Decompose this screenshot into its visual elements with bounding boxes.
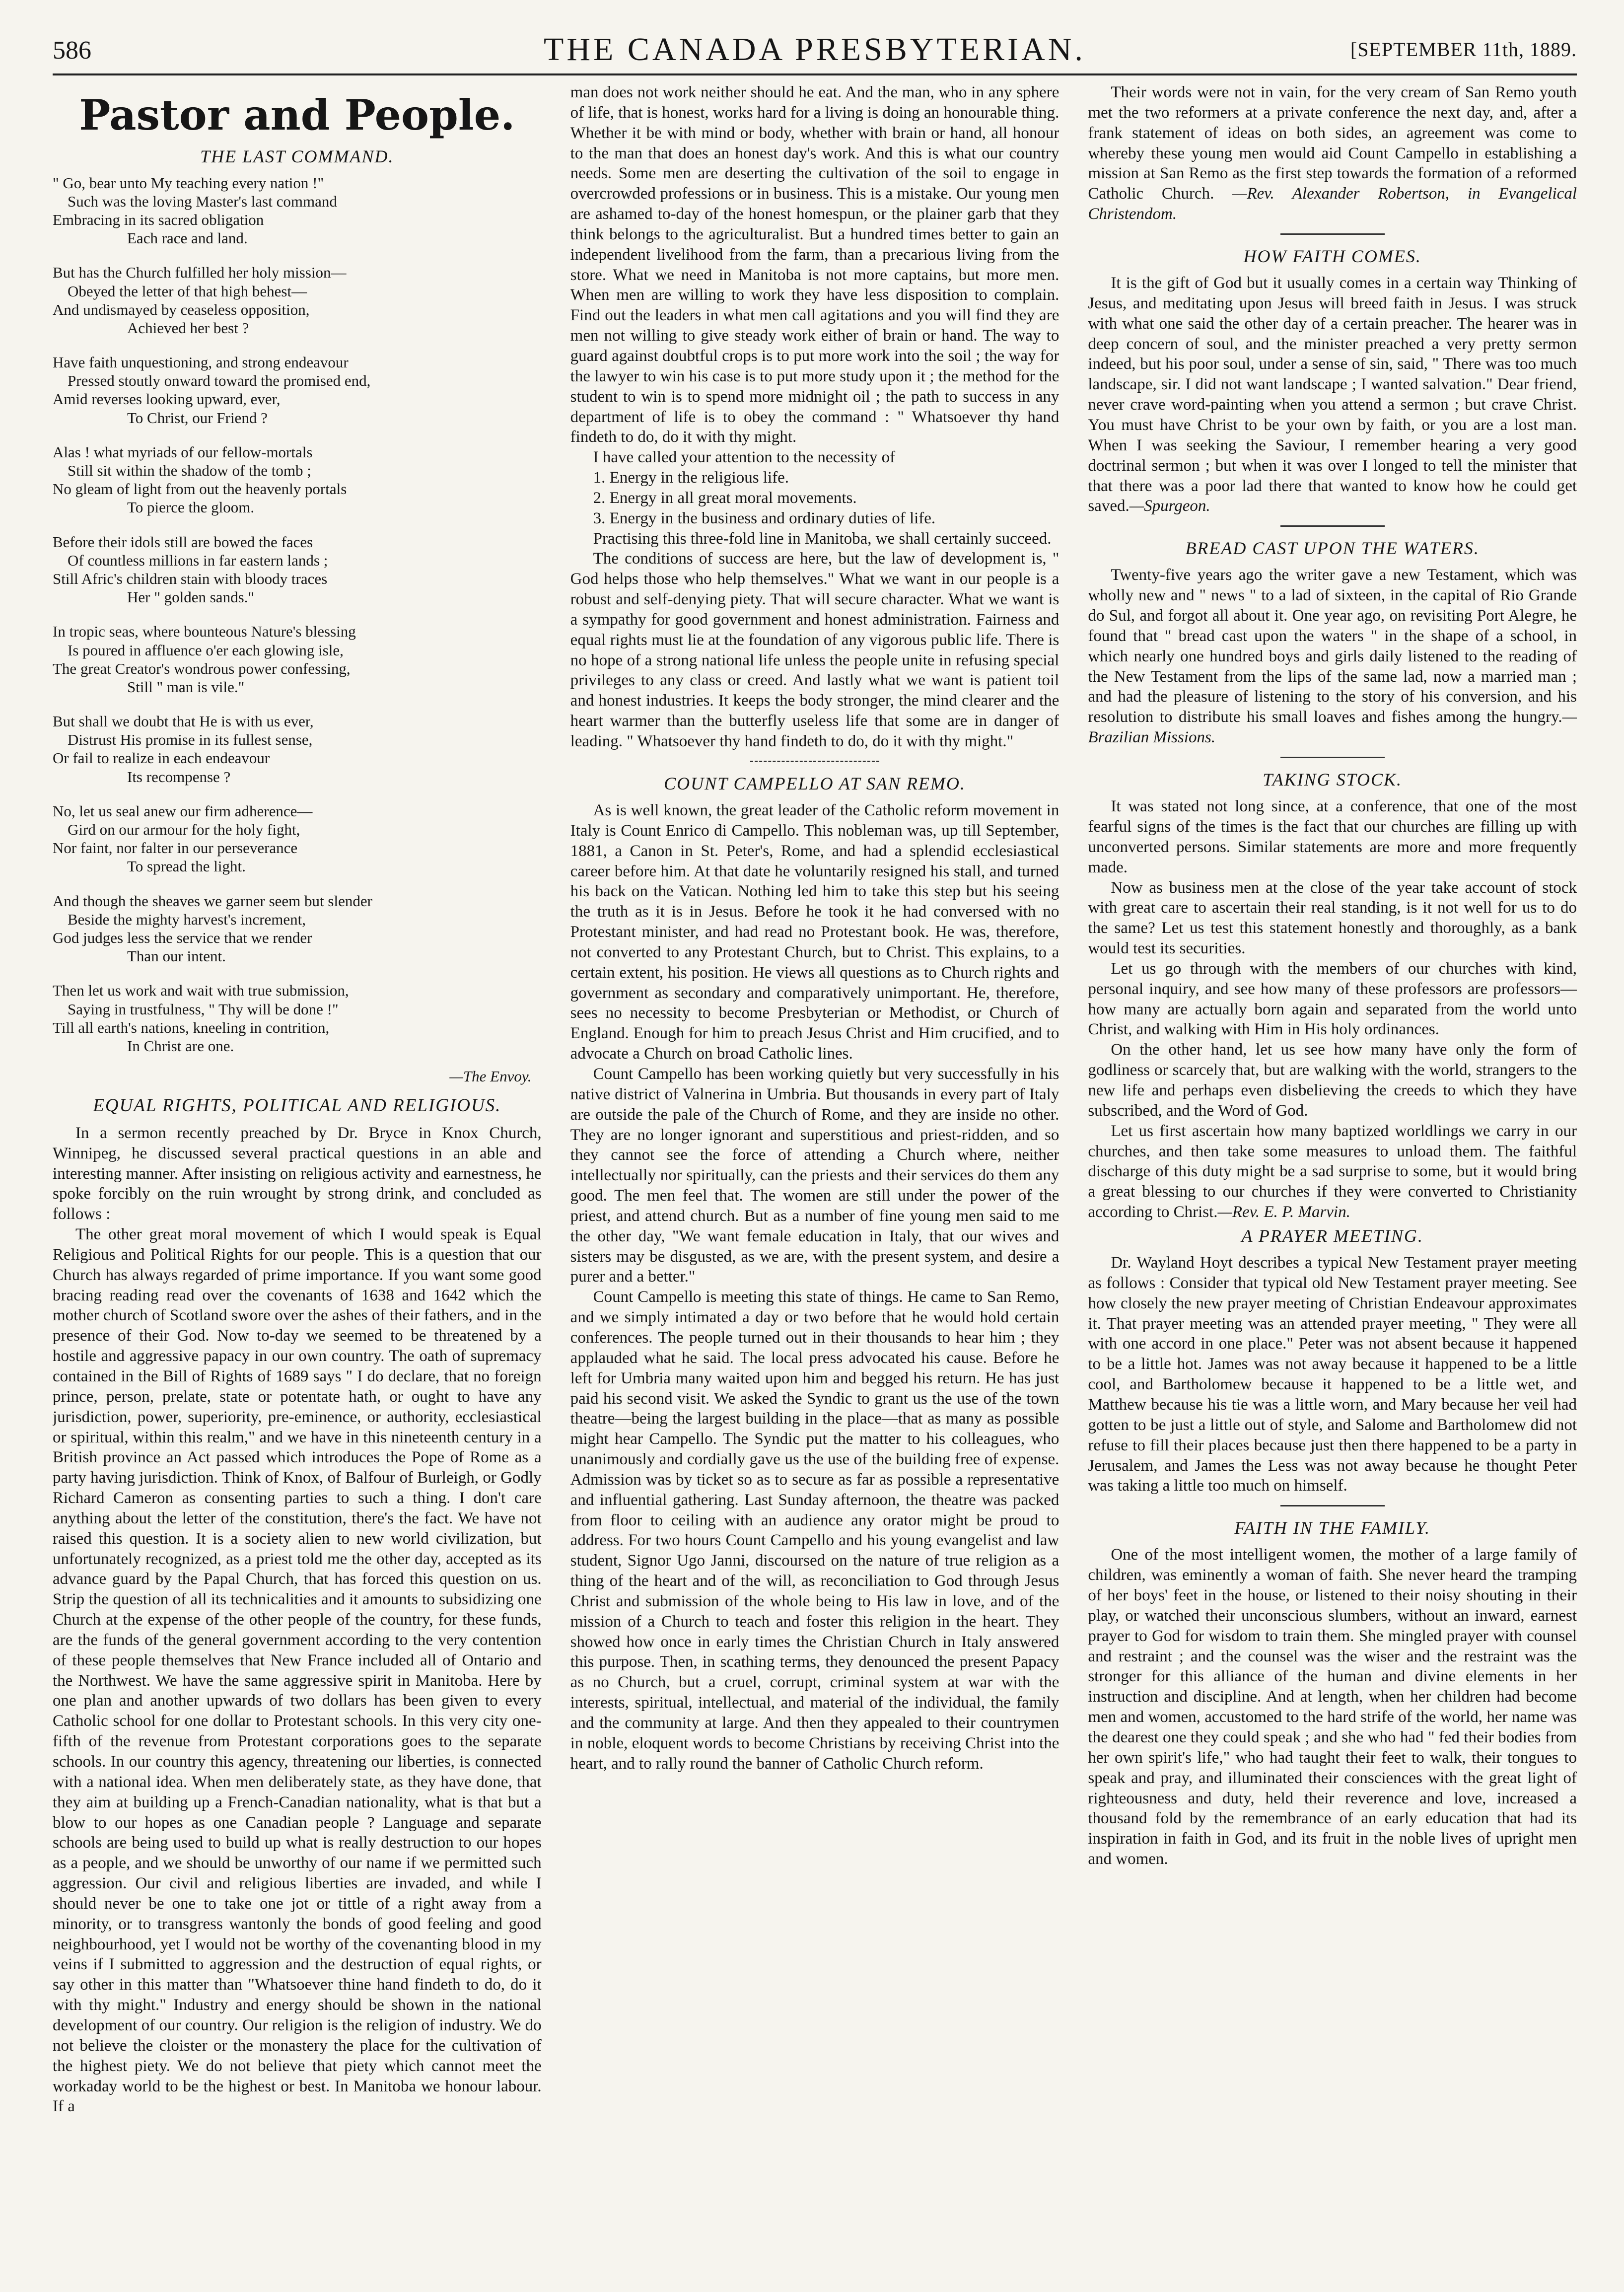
poem-line: In tropic seas, where bounteous Nature's blessing bbox=[53, 623, 356, 641]
list-item: 3. Energy in the business and ordinary duties of life. bbox=[593, 509, 936, 527]
paragraph: One of the most intelligent women, the mother of a large family of children, was eminently a woman of faith. She never heard the tramping of her boys' feet in the house, or listened to their noisy shouting in their play, or watched their unconscious slumbers, without an inward, earnest prayer to God for wisdom to train them. She mingled prayer with counsel and restraint ; and the counsel was the wiser and the restraint was the stronger for this alliance of the human and divine elements in her instruction and discipline. And at length, when her children had become men and women, accustomed to the hard strife of the world, her name was the dearest one they could speak ; and she who had " fed their bodies from her own spirit's life," who had taught their feet to walk, their tongues to speak and pray, and illuminated their consciences with the great light of righteousness and duty, held their reverence and love, increased a thousand fold by the remembrance of an early education that had its inspiration in faith in God, and its fruit in the noble lives of upright men and women. bbox=[1088, 1546, 1577, 1868]
source-attribution: —Rev. E. P. Marvin. bbox=[1217, 1203, 1350, 1221]
paragraph: I have called your attention to the necessity of bbox=[593, 448, 896, 467]
poem-stanza bbox=[53, 802, 542, 876]
section-divider bbox=[750, 761, 879, 762]
poem-line: Have faith unquestioning, and strong endeavour bbox=[53, 354, 349, 371]
paragraph: Count Campello is meeting this state of things. He came to San Remo, and we simply intimated a day or two before that he would hold certain conferences. The people turned out in their thousands to hear him ; they applauded what he said. The local press advocated his cause. Before he left for Umbria many waited upon him and begged his return. He has just paid his second visit. We asked the Syndic to grant us the use of the town theatre—being the largest building in the place—that as many as possible might hear Campello. The Syndic put the matter to his colleagues, who unanimously and cordially gave us the use of the building free of expense. Admission was by ticket so as to secure as far as possible a representative and influential gathering. Last Sunday afternoon, the theatre was packed from floor to ceiling with an audience any orator might be proud to address. For two hours Count Campello and his young evangelist and law student, Signor Ugo Janni, discoursed on the nature of true religion as a thing of the heart and of the will, as reconciliation to God through Jesus Christ and submission of the whole being to His law in love, and of the mission of a Church to teach and foster this religion in the heart. They showed how once in early times the Christian Church in Italy answered this purpose. Then, in scathing terms, they denounced the present Papacy as no Church, but a cruel, corrupt, criminal system at war with the interests, spiritual, intellectual, and material of the individual, the family and the community at large. And then they appealed to their countrymen in noble, eloquent words to become Christians by receiving Christ into the heart, and to rally round the banner of Catholic Church reform. bbox=[570, 1288, 1059, 1773]
poem-stanza bbox=[53, 892, 542, 966]
poem-line: Than our intent. bbox=[127, 947, 226, 965]
paragraph bbox=[1088, 82, 1577, 224]
poem-stanza bbox=[53, 622, 542, 696]
paragraph bbox=[1088, 1121, 1577, 1222]
poem-line: And though the sheaves we garner seem but slender bbox=[53, 892, 372, 910]
paragraph: Count Campello has been working quietly but very successfully in his native district of Valnerina in Umbria. But thousands in every part of Italy are outside the pale of the Church of Rome, and they are inside no other. They are no longer ignorant and superstitious and priest-ridden, and so they cannot see the force of attending a Church where, neither intellectually nor spiritually, can the priests and their services do them any good. The men feel that. The women are still under the power of the priest, and attend church. But as a number of fine young men said to me the other day, "We want female education in Italy, that our wives and sisters may be disgusted, as we are, with the present system, and desire a purer and a better." bbox=[570, 1065, 1059, 1286]
paragraph: The other great moral movement of which I would speak is Equal Religious and Political Rights for our people. This is a question that our Church has always regarded of prime importance. If you want some good bracing reading read over the covenants of 1638 and 1642 which the mother church of Scotland swore over the ashes of their fathers, and in the presence of their God. Now to-day we seemed to be threatened by a hostile and aggressive papacy in our own country. The oath of supremacy contained in the Bill of Rights of 1689 says " I do declare, that no foreign prince, person, prelate, state or potentate hath, or ought to have any jurisdiction, power, superiority, pre-eminence, or authority, ecclesiastical or spiritual, within this realm," and we have in this nineteenth century in a British province an Act passed which introduces the Pope of Rome as a party having jurisdiction. Think of Knox, of Balfour of Burleigh, or Godly Richard Cameron as consenting parties to such a thing. I don't care anything about the letter of the constitution, there's the fact. We have not raised this question. It is a society alien to new world civilization, but unfortunately recognized, as a priest told me the other day, accepted as its advance guard by the Papal Church, that has forced this question on us. Strip the question of all its technicalities and it amounts to subsidizing one Church at the expense of the other people of the country, for these funds, are the funds of the general government according to the very contention of these people themselves that New France included all of Ontario and the Northwest. We have the same aggressive spirit in Manitoba. Here by one plan and another upwards of two dollars has been given to every Catholic school for one dollar to Protestant schools. In this very city one-fifth of the revenue from Protestant corporations goes to the separate schools. In our country this agency, threatening our liberties, is connected with a national idea. When men deliberately state, as they have done, that they aim at building up a French-Canadian nationality, what is that but a blow to our hopes as one Canadian people ? Language and separate schools are being used to build up what is really destruction to our hopes as a people, and we should be unworthy of our name if we permitted such aggression. Our civil and religious liberties are invaded, and while I should never be one to take one jot or tittle of a right away from a minority, or to transgress wantonly the bonds of good feeling and good neighbourhood, yet I would not be worthy of the covenanting blood in my veins if I submitted to aggression and the destruction of equal rights, or say other in this matter than "Whatsoever thine hand findeth to do, do it with thy might." Industry and energy should be shown in the national development of our country. Our religion is the religion of industry. We do not believe the cloister or the monastery the place for the cultivation of the highest piety. We do not believe that piety which cannot meet the workaday world to be the highest or best. In Manitoba we honour labour. If a bbox=[53, 1225, 542, 2116]
paragraph-text: Twenty-five years ago the writer gave a new Testament, which was wholly new and " news " to a lad of sixteen, in the capital of Rio Grande do Sul, and forgot all about it. One year ago, on revisiting Port Alegre, he found that " bread cast upon the waters " in the shape of a school, in which nearly one hundred boys and girls daily listened to the reading of the New Testament from the lips of the same lad, now a married man ; and had the pleasure of listening to the story of his conversion, and his resolution to distribute his small loaves and fishes among the hungry. bbox=[1088, 566, 1577, 726]
poem-line: Still " man is vile." bbox=[127, 678, 245, 696]
poem-stanza bbox=[53, 263, 542, 337]
poem-stanza bbox=[53, 981, 542, 1055]
poem-line: Embracing in its sacred obligation bbox=[53, 211, 264, 228]
paragraph: Dr. Wayland Hoyt describes a typical New Testament prayer meeting as follows : Consider that typical old New Testament prayer meeting. See how closely the new prayer meeting of Christian Endeavour approximates it. That prayer meeting was an attended prayer meeting, " They were all with one accord in one place." Peter was not absent because it happened to be a little hot. James was not away because it happened to be a little cool, and Bartholomew because it happened to be a little wet, and Matthew because his tie was a little worn, and Mary because her veil had gotten to be just a little out of style, and Salome and Bartholomew did not refuse to fill their places because just then there happened to be a party in Jerusalem, and James the Less was not away because he thought Peter was taking a little too much on himself. bbox=[1088, 1254, 1577, 1495]
poem-line: Obeyed the letter of that high behest— bbox=[68, 282, 307, 300]
poem-line: But shall we doubt that He is with us ever, bbox=[53, 713, 314, 730]
list-item: 1. Energy in the religious life. bbox=[593, 469, 789, 487]
article-title-equal-rights: EQUAL RIGHTS, POLITICAL AND RELIGIOUS. bbox=[93, 1095, 501, 1116]
list-item: 2. Energy in all great moral movements. bbox=[593, 489, 857, 507]
column-1 bbox=[53, 82, 542, 2277]
source-attribution: —Spurgeon. bbox=[1129, 497, 1210, 515]
paragraph: As is well known, the great leader of the Catholic reform movement in Italy is Count Enrico di Campello. This nobleman was, up till September, 1881, a Canon in St. Peter's, Rome, and had a splendid ecclesiastical career before him. At that date he voluntarily resigned his stall, and turned his back on the Vatican. Nothing led him to take this step but his seeing the truth as it is in Jesus. Before he took it he had conversed with no Protestant minister, and had read no Protestant book. He was, therefore, not converted to any Protestant Church, but to Christ. This explains, to a certain extent, his position. He views all questions as to Church rights and government as secondary and comparatively unimportant. He, therefore, sees no necessity to become Presbyterian or Methodist, or Church of England. Enough for him to preach Jesus Christ and Him crucified, and to advocate a Church on broad Catholic lines. bbox=[570, 801, 1059, 1063]
poem-line: And undismayed by ceaseless opposition, bbox=[53, 300, 310, 318]
source-attribution: —Rev. Alexander Robertson, in Evangelical Christendom. bbox=[1088, 185, 1577, 223]
poem-line: Pressed stoutly onward toward the promised end, bbox=[68, 372, 371, 390]
masthead-rule bbox=[53, 73, 1577, 75]
poem-line: Her " golden sands." bbox=[127, 588, 255, 606]
poem-line: Then let us work and wait with true submission, bbox=[53, 982, 349, 1000]
paragraph-text: Let us first ascertain how many baptized worldlings we carry in our churches, and then take some measures to unload them. The faithful discharge of this duty might be a sad surprise to some, but it would bring a great blessing to our churches if they were converted to Christianity according to Christ. bbox=[1088, 1122, 1577, 1221]
poem-line: To spread the light. bbox=[127, 858, 246, 875]
poem-stanza bbox=[53, 174, 542, 248]
paragraph: Practising this three-fold line in Manitoba, we shall certainly succeed. bbox=[593, 529, 1052, 548]
paragraph: It was stated not long since, at a conference, that one of the most fearful signs of the times is the fact that our churches are filling up with unconverted persons. Similar statements are more and more frequently made. bbox=[1088, 797, 1577, 876]
section-divider bbox=[1280, 1505, 1385, 1506]
source-attribution: —Brazilian Missions. bbox=[1088, 708, 1577, 747]
poem-line: Distrust His promise in its fullest sense, bbox=[68, 731, 313, 749]
poem-line: To pierce the gloom. bbox=[127, 499, 255, 516]
page-number: 586 bbox=[53, 36, 91, 65]
poem-stanza bbox=[53, 533, 542, 607]
article-title-how-faith-comes: HOW FAITH COMES. bbox=[1243, 246, 1421, 266]
poem-line: Of countless millions in far eastern lands ; bbox=[68, 551, 328, 569]
article-title-prayer-meeting: A PRAYER MEETING. bbox=[1241, 1225, 1423, 1246]
poem-line: No, let us seal anew our firm adherence— bbox=[53, 802, 313, 820]
paragraph-text: Their words were not in vain, for the very cream of San Remo youth met the two reformers at a private conference the next day, and, after a frank statement of ideas on both sides, an agreement was come to whereby these young men would aid Count Campello in establishing a mission at San Remo as the first step towards the formation of a reformed Catholic Church. bbox=[1088, 83, 1577, 203]
issue-date: [SEPTEMBER 11th, 1889. bbox=[1350, 38, 1577, 61]
poem-line: God judges less the service that we render bbox=[53, 929, 312, 946]
paragraph: The conditions of success are here, but the law of development is, " God helps those who help themselves." What we want in our people is a robust and self-denying piety. That will secure character. What we want is a sympathy for good government and honest administration. Fairness and equal rights must lie at the foundation of any vigorous public life. There is no hope of a strong national life unless the people unite in refusing special privileges to any class or creed. And lastly what we want is patient toil and honest industries. It keeps the body stronger, the mind clearer and the heart warmer than the butterfly useless life that some are in danger of leading. " Whatsoever thy hand findeth to do, do it with thy might." bbox=[570, 550, 1059, 750]
article-title-taking-stock: TAKING STOCK. bbox=[1263, 770, 1403, 789]
paragraph bbox=[1088, 565, 1577, 748]
section-divider bbox=[1280, 757, 1385, 758]
poem-line: Or fail to realize in each endeavour bbox=[53, 749, 270, 767]
poem-line: No gleam of light from out the heavenly portals bbox=[53, 480, 347, 498]
poem-line: Still Afric's children stain with bloody traces bbox=[53, 570, 328, 587]
poem-line: To Christ, our Friend ? bbox=[127, 409, 268, 427]
poem-line: Saying in trustfulness, " Thy will be done !" bbox=[68, 1000, 339, 1018]
poem-stanza bbox=[53, 712, 542, 786]
poem-line: Such was the loving Master's last command bbox=[68, 192, 337, 210]
article-title-bread-cast: BREAD CAST UPON THE WATERS. bbox=[1185, 538, 1480, 559]
section-divider bbox=[1280, 233, 1385, 235]
department-heading: Pastor and People. bbox=[79, 90, 515, 140]
section-divider bbox=[1280, 525, 1385, 527]
poem-source: —The Envoy. bbox=[449, 1068, 532, 1085]
poem-line: Beside the mighty harvest's increment, bbox=[68, 910, 306, 928]
paragraph: Now as business men at the close of the year take account of stock with great care to ascertain their real standing, is it not well for us to do the same? Let us test this statement honestly and thoroughly, as a bank would test its securities. bbox=[1088, 878, 1577, 958]
paragraph-text: It is the gift of God but it usually comes in a certain way Thinking of Jesus, and meditating upon Jesus will breed faith in Jesus. I was struck with what one said the other day of a certain preacher. The hearer was in deep concern of soul, and the minister preached a very pretty sermon indeed, but his poor soul, under a sense of sin, said, " There was too much landscape, sir. I did not want landscape ; I wanted salvation." Dear friend, never crave word-painting when you attend a sermon ; but crave Christ. You must have Christ to be your own by faith, or you are a lost man. When I was seeking the Saviour, I remember hearing a very good doctrinal sermon ; but when it was over I longed to tell the minister that that there was a poor lad there that wanted to know how he could get saved. bbox=[1088, 274, 1577, 515]
column-3 bbox=[1088, 82, 1577, 2277]
poem-line: The great Creator's wondrous power confessing, bbox=[53, 659, 351, 677]
poem-line: Gird on our armour for the holy fight, bbox=[68, 821, 300, 839]
poem-stanza bbox=[53, 353, 542, 427]
publication-title: THE CANADA PRESBYTERIAN. bbox=[544, 31, 1086, 68]
poem-line: Still sit within the shadow of the tomb ; bbox=[68, 462, 311, 480]
paragraph: man does not work neither should he eat. And the man, who in any sphere of life, that is honest, works hard for a living is doing an honourable thing. Whether it be with mind or body, whether with brain or hand, all honour to the man that does an honest day's work. And this is what our country needs. Some men are deserting the cultivation of the soil to engage in overcrowded professions or in business. This is a mistake. Our young men are ashamed to-day of the honest homespun, or the plainer garb that they think belongs to the agriculturalist. But a hundred times better to gain an independent livelihood from the farm, than a precarious living from the store. What we need in Manitoba is not more captains, but more men. When men are willing to work they have less disposition to complain. Find out the leaders in what men call agitations and you will find they are men not willing to give steady work either of brain or hand. The way to guard against doubtful crops is to put more work into the soil ; the way for the lawyer to win his case is to put more study upon it ; the method for the student to win is to spend more midnight oil ; the path to success in any department of life is to obey the command : " Whatsoever thy hand findeth to do, do it with thy might. bbox=[570, 83, 1059, 446]
paragraph: On the other hand, let us see how many have only the form of godliness or scarcely that, but are walking with the world, strangers to the new life and perhaps even disbelieving the creeds to which they have subscribed, and the Word of God. bbox=[1088, 1041, 1577, 1120]
poem-line: Each race and land. bbox=[127, 229, 248, 247]
poem bbox=[53, 174, 542, 1056]
poem-line: Before their idols still are bowed the faces bbox=[53, 533, 313, 551]
poem-line: " Go, bear unto My teaching every nation !" bbox=[53, 174, 324, 192]
poem-line: In Christ are one. bbox=[127, 1037, 234, 1055]
poem-title: THE LAST COMMAND. bbox=[200, 146, 394, 167]
masthead bbox=[53, 31, 1577, 71]
poem-line: Alas ! what myriads of our fellow-mortals bbox=[53, 443, 313, 461]
paragraph: In a sermon recently preached by Dr. Bryce in Knox Church, Winnipeg, he discussed several practical questions in an able and interesting manner. After insisting on religious activity and earnestness, he spoke forcibly on the ruin wrought by strong drink, and concluded as follows : bbox=[53, 1124, 542, 1223]
poem-line: Is poured in affluence o'er each glowing isle, bbox=[68, 641, 344, 659]
columns bbox=[53, 82, 1577, 2277]
article-title-campello: COUNT CAMPELLO AT SAN REMO. bbox=[664, 773, 966, 793]
article-title-faith-family: FAITH IN THE FAMILY. bbox=[1234, 1518, 1431, 1538]
poem-stanza bbox=[53, 443, 542, 517]
poem-line: But has the Church fulfilled her holy mission— bbox=[53, 264, 347, 282]
poem-line: Achieved her best ? bbox=[127, 319, 249, 337]
poem-line: Till all earth's nations, kneeling in contrition, bbox=[53, 1018, 330, 1036]
paragraph: Let us go through with the members of our churches with kind, personal inquiry, and see how many of these professors are professors—how many are actually born again and separated from the world unto Christ, and walking with Him in His holy ordinances. bbox=[1088, 959, 1577, 1039]
poem-line: Its recompense ? bbox=[127, 768, 231, 786]
poem-line: Amid reverses looking upward, ever, bbox=[53, 390, 281, 408]
paragraph bbox=[1088, 273, 1577, 516]
column-2 bbox=[570, 82, 1059, 2277]
poem-line: Nor faint, nor falter in our perseverance bbox=[53, 839, 298, 857]
